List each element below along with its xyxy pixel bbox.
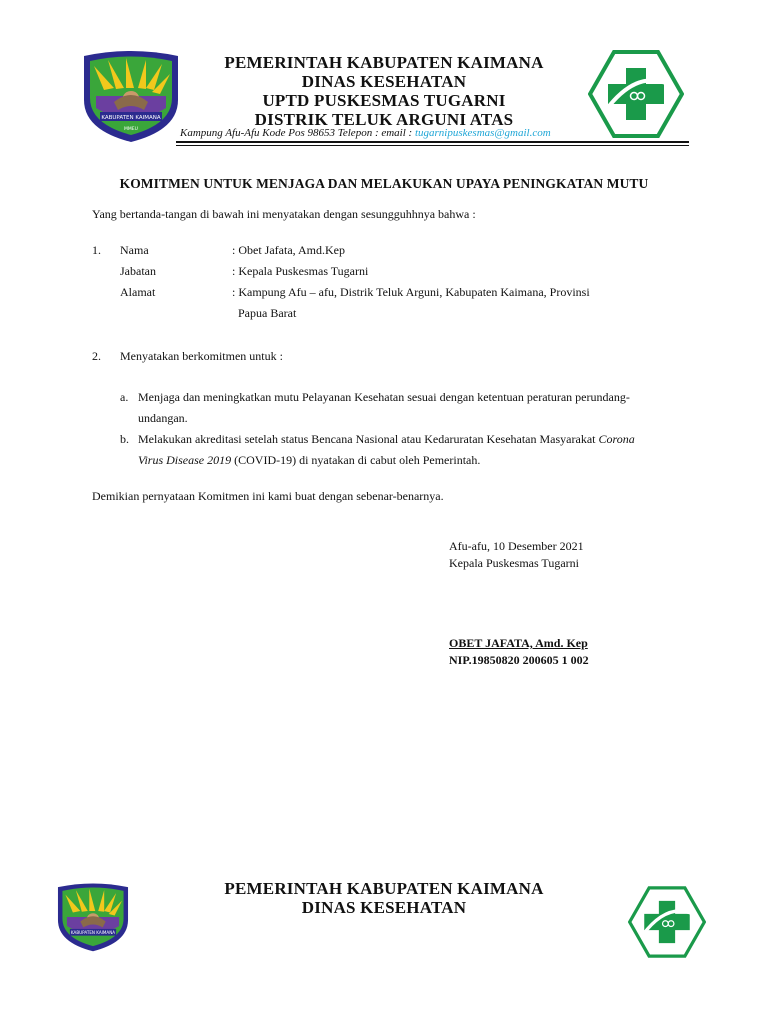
logo-motto-text: MMEU: [124, 127, 138, 132]
header-line-1: PEMERINTAH KABUPATEN KAIMANA: [224, 53, 544, 72]
field-label-jabatan: Jabatan: [120, 264, 156, 278]
item-a-line-1: Menjaga dan meningkatkan mutu Pelayanan Kesehatan sesuai dengan ketentuan peraturan perundang-: [138, 390, 630, 404]
header-rule-thick: [176, 141, 689, 143]
puskesmas-cross-icon: [588, 50, 684, 138]
field-value-alamat: : Kampung Afu – afu, Distrik Teluk Arguni, Kabupaten Kaimana, Provinsi: [232, 285, 590, 299]
signature-position: Kepala Puskesmas Tugarni: [449, 556, 579, 570]
field-value-alamat-cont: Papua Barat: [238, 306, 297, 320]
item-b-italic-1: Corona: [598, 432, 635, 446]
field-value-jabatan: : Kepala Puskesmas Tugarni: [232, 264, 369, 278]
header-rule-thin: [176, 145, 689, 146]
section-1-number: 1.: [92, 243, 101, 257]
section-2-number: 2.: [92, 349, 101, 363]
field-label-alamat: Alamat: [120, 285, 156, 299]
footer-header-line-2: DINAS KESEHATAN: [301, 898, 467, 917]
item-b-rest: (COVID-19) di nyatakan di cabut oleh Pemerintah.: [231, 453, 481, 467]
footer-logo-banner-text: KABUPATEN KAIMANA: [70, 930, 116, 936]
header-line-3: UPTD PUSKESMAS TUGARNI: [262, 91, 506, 110]
email-link[interactable]: tugarnipuskesmas@gmail.com: [414, 127, 551, 139]
intro-text: Yang bertanda-tangan di bawah ini menyatakan dengan sesungguhhnya bahwa :: [92, 207, 476, 221]
field-value-nama: : Obet Jafata, Amd.Kep: [232, 243, 345, 257]
document-title: KOMITMEN UNTUK MENJAGA DAN MELAKUKAN UPAYA PENINGKATAN MUTU: [119, 176, 649, 191]
item-b-line-1: [138, 431, 635, 447]
signature-place-date: Afu-afu, 10 Desember 2021: [449, 539, 584, 553]
item-b-line-2: [138, 452, 480, 468]
item-a-marker: a.: [120, 390, 129, 404]
section-2-text: Menyatakan berkomitmen untuk :: [120, 349, 283, 363]
item-b-marker: b.: [120, 432, 129, 446]
address-line: [180, 127, 551, 139]
address-text: Kampung Afu-Afu Kode Pos 98653 Telepon : email :: [180, 127, 415, 139]
logo-banner-text: KABUPATEN KAIMANA: [101, 115, 161, 121]
footer-puskesmas-cross-icon: [628, 886, 706, 958]
field-label-nama: Nama: [120, 243, 149, 257]
footer-header-line-1: PEMERINTAH KABUPATEN KAIMANA: [224, 879, 544, 898]
item-a-line-2: undangan.: [138, 411, 188, 425]
header-line-4: DISTRIK TELUK ARGUNI ATAS: [254, 110, 514, 129]
footer-puskesmas-logo: [628, 886, 706, 958]
header-line-2: DINAS KESEHATAN: [301, 72, 467, 91]
signature-name: OBET JAFATA, Amd. Kep: [449, 636, 588, 650]
item-b-italic-2: Virus Disease 2019: [138, 453, 232, 467]
signature-nip: NIP.19850820 200605 1 002: [449, 653, 589, 667]
closing-text: Demikian pernyataan Komitmen ini kami buat dengan sebenar-benarnya.: [92, 489, 444, 503]
item-b-text: Melakukan akreditasi setelah status Bencana Nasional atau Kedaruratan Kesehatan Masyarakat: [138, 432, 599, 446]
puskesmas-logo: [588, 50, 684, 138]
